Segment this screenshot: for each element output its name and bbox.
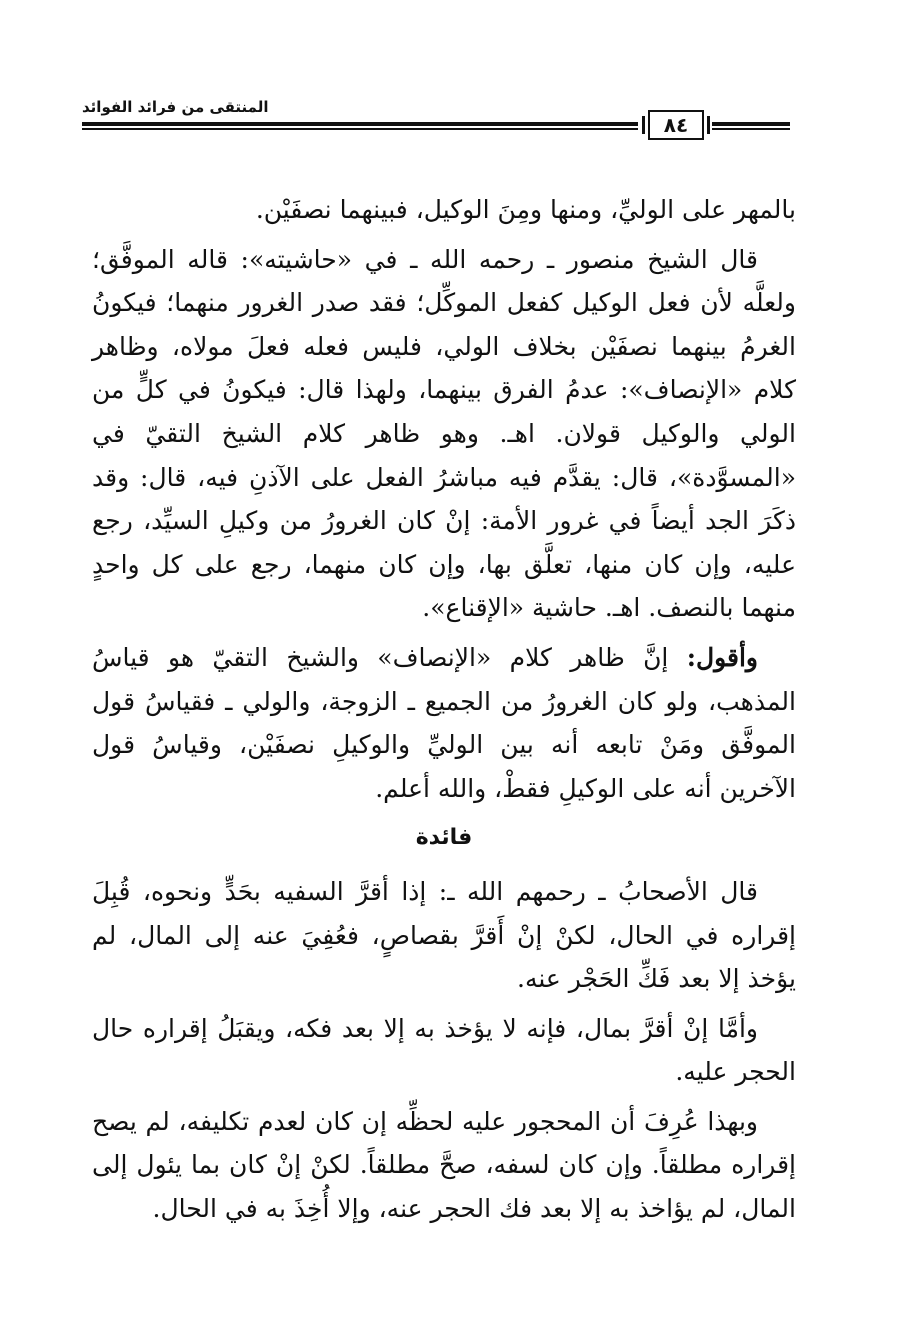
paragraph: وبهذا عُرِفَ أن المحجور عليه لحظِّه إن كان لعدم تكليفه، لم يصح إقراره مطلقاً. وإن كان لسفه، صحَّ مطلقاً. لكنْ إنْ كان بما يئول إلى المال، لم يؤاخذ به إلا بعد فك الحجر عنه، وإلا أُخِذَ به في الحال.: [92, 1106, 796, 1224]
header-rule: [82, 128, 638, 130]
page-body: [92, 188, 796, 1237]
page-header: [82, 98, 790, 146]
paragraph: وأمَّا إنْ أقرَّ بمال، فإنه لا يؤخذ به إلا بعد فكه، ويقبَلُ إقراره حال الحجر عليه.: [92, 1013, 796, 1087]
page-number: ٨٤: [648, 110, 704, 140]
paragraph: قال الأصحابُ ـ رحمهم الله ـ: إذا أقرَّ السفيه بحَدٍّ ونحوه، قُبِلَ إقراره في الحال، لكنْ إنْ أَقرَّ بقصاصٍ، فعُفِيَ عنه إلى المال، لم يؤخذ إلا بعد فَكِّ الحَجْر عنه.: [92, 876, 796, 994]
header-rule: [712, 128, 790, 130]
paragraph: [92, 636, 796, 810]
paragraph-text: إنَّ ظاهر كلام «الإنصاف» والشيخ التقيّ هو قياسُ المذهب، ولو كان الغرورُ من الجميع ـ الزوجة، والولي ـ فقياسُ قول الموفَّق ومَنْ تابعه أنه بين الوليِّ والوكيلِ نصفَيْن، وقياسُ قول الآخرين أنه على الوكيلِ فقطْ، والله أعلم.: [92, 642, 796, 803]
paragraph-lead: وأقول:: [686, 642, 758, 672]
paragraph: بالمهر على الوليِّ، ومنها ومِنَ الوكيل، فبينهما نصفَيْن.: [255, 195, 796, 224]
running-title: المنتقى من فرائد الفوائد: [82, 98, 269, 116]
section-heading: فائدة: [415, 825, 473, 851]
header-rule: [712, 122, 790, 126]
header-rule: [82, 122, 638, 126]
paragraph: قال الشيخ منصور ـ رحمه الله ـ في «حاشيته»: قاله الموفَّق؛ ولعلَّه لأن فعل الوكيل كفعل الموكِّل؛ فقد صدر الغرور منهما؛ فيكونُ الغرمُ بينهما نصفَيْن بخلاف الولي، فليس فعله فعلَ مولاه، وظاهر كلام «الإنصاف»: عدمُ الفرق بينهما، ولهذا قال: فيكونُ في كلٍّ من الولي والوكيل قولان. اهـ. وهو ظاهر كلام الشيخ التقيّ في «المسوَّدة»، قال: يقدَّم فيه مباشرُ الفعل على الآذنِ فيه، قال: وقد ذكَرَ الجد أيضاً في غرور الأمة: إنْ كان الغرورُ من وكيلِ السيِّد، رجع عليه، وإن كان منها، تعلَّق بها، وإن كان منهما، رجع على كل واحدٍ منهما بالنصف. اهـ. حاشية «الإقناع».: [92, 244, 796, 623]
